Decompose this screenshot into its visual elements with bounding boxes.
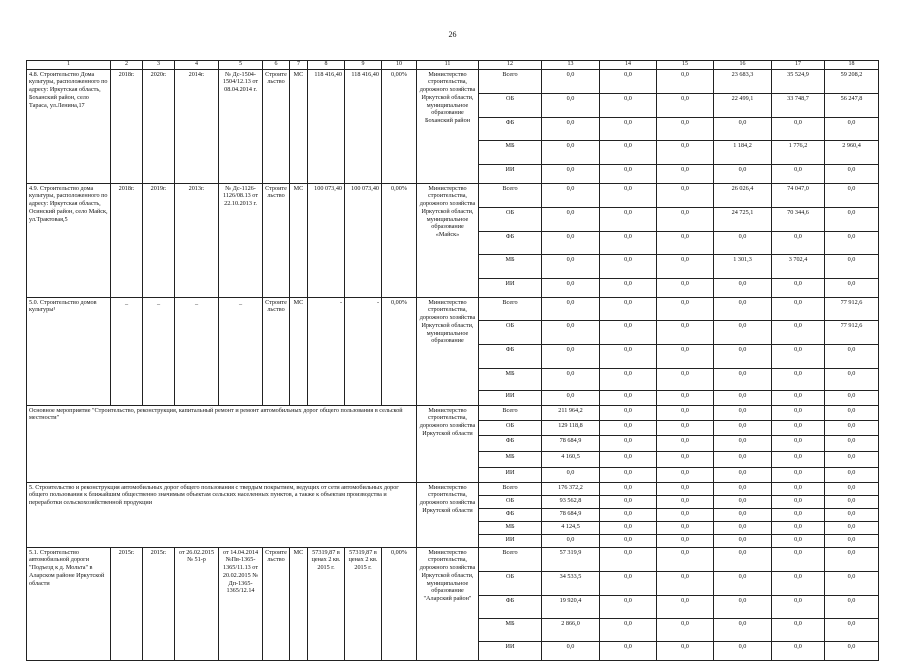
funding-source-label: ФБ: [479, 344, 542, 368]
funding-value-col-13: 0,0: [542, 534, 600, 547]
funding-value-col-16: 22 499,1: [714, 93, 772, 117]
funding-value-col-16: 0,0: [714, 368, 772, 390]
funding-value-col-18: 77 912,6: [825, 320, 879, 344]
funding-value-col-17: 0,0: [772, 420, 825, 435]
funding-value-col-18: 0,0: [825, 344, 879, 368]
funding-value-col-18: 0,0: [825, 278, 879, 297]
funding-value-col-14: 0,0: [600, 618, 657, 641]
funding-value-col-17: 0,0: [772, 231, 825, 254]
start-year: _: [111, 297, 143, 405]
work-type: Строительство: [263, 183, 290, 297]
funding-source-label: ФБ: [479, 508, 542, 521]
funding-value-col-18: 0,0: [825, 183, 879, 207]
funding-value-col-16: 0,0: [714, 405, 772, 420]
funding-value-col-15: 0,0: [657, 390, 714, 405]
funding-value-col-17: 0,0: [772, 618, 825, 641]
funding-value-col-18: 0,0: [825, 451, 879, 467]
funding-value-col-18: 0,0: [825, 117, 879, 140]
program-table: [26, 60, 879, 661]
readiness-percent: 0,00%: [382, 183, 417, 297]
funding-value-col-14: 0,0: [600, 641, 657, 660]
funding-value-col-13: 0,0: [542, 231, 600, 254]
funding-value-col-16: 0,0: [714, 164, 772, 183]
funding-value-col-15: 0,0: [657, 571, 714, 595]
start-year: 2015г.: [111, 547, 143, 660]
funding-value-col-15: 0,0: [657, 451, 714, 467]
funding-value-col-13: 176 372,2: [542, 482, 600, 495]
funding-value-col-16: 23 683,3: [714, 69, 772, 93]
funding-value-col-17: 0,0: [772, 297, 825, 320]
funding-value-col-14: 0,0: [600, 344, 657, 368]
funding-value-col-13: 4 160,5: [542, 451, 600, 467]
remaining-cost: 100 073,40: [345, 183, 382, 297]
funding-value-col-13: 0,0: [542, 297, 600, 320]
end-year: 2020г.: [143, 69, 175, 183]
responsible-executor: Министерство строительства, дорожного хозяйства Иркутской области: [417, 482, 479, 547]
readiness-percent: 0,00%: [382, 297, 417, 405]
funding-value-col-15: 0,0: [657, 231, 714, 254]
funding-source-label: ОБ: [479, 420, 542, 435]
expertise-conclusion: № Дс-1126-1126/08.13 от 22.10.2013 г.: [219, 183, 263, 297]
funding-source-label: Всего: [479, 547, 542, 571]
funding-value-col-13: 78 684,9: [542, 435, 600, 451]
funding-value-col-15: 0,0: [657, 521, 714, 534]
expertise-conclusion: № Дс-1504-1504/12.13 от 08.04.2014 г.: [219, 69, 263, 183]
funding-value-col-14: 0,0: [600, 482, 657, 495]
funding-value-col-17: 0,0: [772, 508, 825, 521]
funding-value-col-16: 0,0: [714, 482, 772, 495]
funding-value-col-14: 0,0: [600, 435, 657, 451]
table-row: [27, 183, 879, 207]
responsible-executor: Министерство строительства, дорожного хозяйства Иркутской области, муниципальное образование Боханский район: [417, 69, 479, 183]
funding-value-col-17: 0,0: [772, 368, 825, 390]
funding-source-label: Всего: [479, 183, 542, 207]
funding-value-col-16: 0,0: [714, 467, 772, 482]
funding-value-col-15: 0,0: [657, 435, 714, 451]
funding-value-col-15: 0,0: [657, 595, 714, 618]
funding-source-label: Всего: [479, 405, 542, 420]
column-number-7: 7: [290, 61, 308, 70]
funding-value-col-15: 0,0: [657, 405, 714, 420]
funding-value-col-17: 35 524,9: [772, 69, 825, 93]
estimated-cost: 118 416,40: [308, 69, 345, 183]
funding-value-col-15: 0,0: [657, 618, 714, 641]
responsible-executor: Министерство строительства, дорожного хозяйства Иркутской области: [417, 405, 479, 482]
funding-value-col-14: 0,0: [600, 451, 657, 467]
funding-value-col-18: 2 960,4: [825, 140, 879, 164]
funding-value-col-15: 0,0: [657, 482, 714, 495]
work-type: Строительство: [263, 297, 290, 405]
funding-value-col-16: 0,0: [714, 534, 772, 547]
funding-value-col-18: 0,0: [825, 641, 879, 660]
readiness-percent: 0,00%: [382, 69, 417, 183]
column-number-1: 1: [27, 61, 111, 70]
funding-value-col-15: 0,0: [657, 420, 714, 435]
end-year: 2019г.: [143, 183, 175, 297]
project-name: 4.9. Строительство дома культуры, расположенного по адресу: Иркутская область, Осинский район, село Майск, ул.Трактовая,5: [27, 183, 111, 297]
column-number-5: 5: [219, 61, 263, 70]
funding-value-col-17: 0,0: [772, 534, 825, 547]
funding-value-col-14: 0,0: [600, 93, 657, 117]
funding-value-col-15: 0,0: [657, 368, 714, 390]
table-body: [27, 61, 879, 661]
column-number-18: 18: [825, 61, 879, 70]
table-row: [27, 297, 879, 320]
funding-value-col-15: 0,0: [657, 278, 714, 297]
funding-source-label: ОБ: [479, 93, 542, 117]
funding-value-col-18: 0,0: [825, 207, 879, 231]
funding-value-col-15: 0,0: [657, 117, 714, 140]
funding-value-col-18: 0,0: [825, 390, 879, 405]
remaining-cost: 57319,87 в ценах 2 кв. 2015 г.: [345, 547, 382, 660]
funding-source-label: ИИ: [479, 164, 542, 183]
funding-value-col-14: 0,0: [600, 231, 657, 254]
funding-source-label: МБ: [479, 521, 542, 534]
funding-value-col-17: 74 047,0: [772, 183, 825, 207]
funding-value-col-16: 0,0: [714, 451, 772, 467]
design-year: 2014г.: [175, 69, 219, 183]
funding-value-col-17: 3 702,4: [772, 254, 825, 278]
funding-value-col-13: 0,0: [542, 207, 600, 231]
end-year: _: [143, 297, 175, 405]
funding-value-col-13: 0,0: [542, 368, 600, 390]
funding-value-col-16: 0,0: [714, 641, 772, 660]
funding-source-label: Всего: [479, 482, 542, 495]
funding-value-col-14: 0,0: [600, 534, 657, 547]
design-year: от 26.02.2015 № 51-р: [175, 547, 219, 660]
funding-value-col-17: 0,0: [772, 641, 825, 660]
funding-source-label: ФБ: [479, 595, 542, 618]
table-row: [27, 547, 879, 571]
funding-value-col-15: 0,0: [657, 207, 714, 231]
funding-value-col-14: 0,0: [600, 595, 657, 618]
table-row: [27, 405, 879, 420]
funding-value-col-16: 0,0: [714, 278, 772, 297]
funding-value-col-17: 0,0: [772, 320, 825, 344]
funding-value-col-13: 211 964,2: [542, 405, 600, 420]
column-number-11: 11: [417, 61, 479, 70]
column-number-17: 17: [772, 61, 825, 70]
funding-value-col-14: 0,0: [600, 69, 657, 93]
funding-value-col-15: 0,0: [657, 547, 714, 571]
column-number-2: 2: [111, 61, 143, 70]
design-year: _: [175, 297, 219, 405]
funding-value-col-15: 0,0: [657, 467, 714, 482]
funding-value-col-13: 0,0: [542, 641, 600, 660]
funding-value-col-16: 0,0: [714, 618, 772, 641]
funding-value-col-16: 0,0: [714, 595, 772, 618]
funding-value-col-16: 1 301,3: [714, 254, 772, 278]
section-5-title: 5. Строительство и реконструкция автомобильных дорог общего пользования с твердым покрытием, ведущих от сети автомобильных дорог общего пользования к ближайшим общественно значимым объектам сельских населенных пунктов, а также к объектам производства и переработки сельскохозяйственной продукции: [27, 482, 417, 547]
funding-value-col-14: 0,0: [600, 207, 657, 231]
funding-source-label: Всего: [479, 297, 542, 320]
funding-value-col-16: 0,0: [714, 420, 772, 435]
design-year: 2013г.: [175, 183, 219, 297]
funding-value-col-16: 0,0: [714, 344, 772, 368]
funding-value-col-13: 0,0: [542, 344, 600, 368]
funding-value-col-14: 0,0: [600, 278, 657, 297]
funding-source-label: МБ: [479, 254, 542, 278]
capacity-unit: МС: [290, 297, 308, 405]
funding-value-col-13: 0,0: [542, 254, 600, 278]
funding-value-col-17: 0,0: [772, 482, 825, 495]
funding-value-col-17: 70 344,6: [772, 207, 825, 231]
funding-source-label: ИИ: [479, 641, 542, 660]
funding-value-col-17: 0,0: [772, 521, 825, 534]
funding-value-col-14: 0,0: [600, 420, 657, 435]
responsible-executor: Министерство строительства, дорожного хозяйства Иркутской области, муниципальное образование: [417, 297, 479, 405]
funding-value-col-13: 129 118,8: [542, 420, 600, 435]
estimated-cost: 100 073,40: [308, 183, 345, 297]
funding-source-label: МБ: [479, 140, 542, 164]
funding-value-col-16: 0,0: [714, 547, 772, 571]
start-year: 2018г.: [111, 183, 143, 297]
funding-value-col-17: 0,0: [772, 435, 825, 451]
funding-value-col-13: 0,0: [542, 117, 600, 140]
funding-source-label: ОБ: [479, 320, 542, 344]
project-name: 5.1. Строительство автомобильной дороги "Подъезд к д. Мольта" в Аларском районе Иркутской области: [27, 547, 111, 660]
page-number: 26: [448, 30, 457, 39]
funding-value-col-14: 0,0: [600, 390, 657, 405]
funding-value-col-17: 0,0: [772, 405, 825, 420]
funding-value-col-16: 0,0: [714, 297, 772, 320]
column-number-10: 10: [382, 61, 417, 70]
funding-value-col-16: 0,0: [714, 320, 772, 344]
funding-source-label: ФБ: [479, 231, 542, 254]
funding-source-label: ИИ: [479, 467, 542, 482]
funding-value-col-13: 0,0: [542, 390, 600, 405]
funding-value-col-15: 0,0: [657, 140, 714, 164]
funding-value-col-13: 0,0: [542, 278, 600, 297]
funding-value-col-13: 78 684,9: [542, 508, 600, 521]
funding-source-label: Всего: [479, 69, 542, 93]
funding-source-label: МБ: [479, 451, 542, 467]
funding-value-col-14: 0,0: [600, 297, 657, 320]
funding-value-col-15: 0,0: [657, 297, 714, 320]
funding-value-col-15: 0,0: [657, 534, 714, 547]
funding-value-col-15: 0,0: [657, 508, 714, 521]
funding-value-col-15: 0,0: [657, 254, 714, 278]
funding-value-col-18: 0,0: [825, 521, 879, 534]
column-number-6: 6: [263, 61, 290, 70]
funding-value-col-16: 1 184,2: [714, 140, 772, 164]
funding-value-col-15: 0,0: [657, 164, 714, 183]
funding-value-col-18: 0,0: [825, 495, 879, 508]
funding-value-col-18: 0,0: [825, 435, 879, 451]
funding-value-col-13: 0,0: [542, 320, 600, 344]
funding-value-col-17: 0,0: [772, 278, 825, 297]
funding-source-label: ИИ: [479, 278, 542, 297]
table-row: [27, 69, 879, 93]
funding-value-col-13: 0,0: [542, 164, 600, 183]
funding-value-col-17: 0,0: [772, 495, 825, 508]
funding-value-col-13: 34 533,5: [542, 571, 600, 595]
funding-value-col-18: 0,0: [825, 164, 879, 183]
funding-value-col-18: 0,0: [825, 595, 879, 618]
funding-value-col-16: 0,0: [714, 117, 772, 140]
funding-source-label: ФБ: [479, 435, 542, 451]
funding-value-col-17: 0,0: [772, 164, 825, 183]
funding-value-col-15: 0,0: [657, 183, 714, 207]
funding-value-col-16: 0,0: [714, 231, 772, 254]
funding-value-col-17: 0,0: [772, 571, 825, 595]
funding-value-col-14: 0,0: [600, 164, 657, 183]
funding-value-col-14: 0,0: [600, 467, 657, 482]
funding-value-col-18: 77 912,6: [825, 297, 879, 320]
funding-value-col-13: 0,0: [542, 183, 600, 207]
funding-value-col-13: 57 319,9: [542, 547, 600, 571]
funding-value-col-14: 0,0: [600, 405, 657, 420]
funding-source-label: ОБ: [479, 571, 542, 595]
funding-value-col-17: 0,0: [772, 595, 825, 618]
column-number-14: 14: [600, 61, 657, 70]
funding-source-label: МБ: [479, 618, 542, 641]
funding-value-col-13: 93 562,8: [542, 495, 600, 508]
column-number-8: 8: [308, 61, 345, 70]
funding-source-label: ОБ: [479, 495, 542, 508]
funding-value-col-17: 33 748,7: [772, 93, 825, 117]
project-name: 5.0. Строительство домов культуры¹: [27, 297, 111, 405]
start-year: 2018г.: [111, 69, 143, 183]
funding-value-col-17: 0,0: [772, 547, 825, 571]
funding-value-col-18: 56 247,8: [825, 93, 879, 117]
funding-value-col-18: 0,0: [825, 467, 879, 482]
column-number-16: 16: [714, 61, 772, 70]
funding-value-col-16: 24 725,1: [714, 207, 772, 231]
column-number-13: 13: [542, 61, 600, 70]
funding-value-col-17: 0,0: [772, 451, 825, 467]
funding-value-col-18: 0,0: [825, 508, 879, 521]
funding-value-col-17: 0,0: [772, 390, 825, 405]
funding-value-col-18: 0,0: [825, 254, 879, 278]
main-event-title: Основное мероприятие "Строительство, реконструкция, капитальный ремонт и ремонт автомобильных дорог общего пользования в сельской местности": [27, 405, 417, 482]
funding-value-col-15: 0,0: [657, 344, 714, 368]
funding-source-label: ФБ: [479, 117, 542, 140]
responsible-executor: Министерство строительства, дорожного хозяйства Иркутской области, муниципальное образование "Аларский район": [417, 547, 479, 660]
funding-value-col-13: 0,0: [542, 467, 600, 482]
funding-value-col-13: 0,0: [542, 69, 600, 93]
funding-value-col-15: 0,0: [657, 69, 714, 93]
funding-value-col-16: 0,0: [714, 495, 772, 508]
funding-value-col-14: 0,0: [600, 368, 657, 390]
funding-value-col-18: 0,0: [825, 618, 879, 641]
remaining-cost: -: [345, 297, 382, 405]
funding-value-col-15: 0,0: [657, 320, 714, 344]
column-number-4: 4: [175, 61, 219, 70]
funding-value-col-18: 0,0: [825, 547, 879, 571]
funding-value-col-14: 0,0: [600, 495, 657, 508]
funding-value-col-15: 0,0: [657, 641, 714, 660]
responsible-executor: Министерство строительства, дорожного хозяйства Иркутской области, муниципальное образование «Майск»: [417, 183, 479, 297]
funding-value-col-14: 0,0: [600, 140, 657, 164]
project-name: 4.8. Строительство Дома культуры, расположенного по адресу: Иркутская область, Боханский район, село Тараса, ул.Ленина,17: [27, 69, 111, 183]
funding-value-col-16: 26 026,4: [714, 183, 772, 207]
funding-value-col-18: 0,0: [825, 534, 879, 547]
capacity-unit: МС: [290, 69, 308, 183]
funding-value-col-18: 0,0: [825, 405, 879, 420]
estimated-cost: 57319,87 в ценах 2 кв. 2015 г.: [308, 547, 345, 660]
funding-value-col-14: 0,0: [600, 320, 657, 344]
work-type: Строительство: [263, 547, 290, 660]
funding-value-col-14: 0,0: [600, 117, 657, 140]
funding-value-col-17: 1 776,2: [772, 140, 825, 164]
capacity-unit: МС: [290, 183, 308, 297]
column-number-3: 3: [143, 61, 175, 70]
estimated-cost: -: [308, 297, 345, 405]
funding-value-col-13: 0,0: [542, 140, 600, 164]
funding-value-col-13: 4 124,5: [542, 521, 600, 534]
end-year: 2015г.: [143, 547, 175, 660]
funding-source-label: ОБ: [479, 207, 542, 231]
funding-value-col-17: 0,0: [772, 117, 825, 140]
remaining-cost: 118 416,40: [345, 69, 382, 183]
funding-source-label: ИИ: [479, 390, 542, 405]
funding-value-col-14: 0,0: [600, 571, 657, 595]
table-row: [27, 482, 879, 495]
funding-value-col-14: 0,0: [600, 547, 657, 571]
funding-value-col-16: 0,0: [714, 571, 772, 595]
readiness-percent: 0,00%: [382, 547, 417, 660]
funding-value-col-18: 0,0: [825, 231, 879, 254]
funding-value-col-16: 0,0: [714, 521, 772, 534]
funding-value-col-16: 0,0: [714, 435, 772, 451]
capacity-unit: МС: [290, 547, 308, 660]
funding-value-col-18: 0,0: [825, 420, 879, 435]
expertise-conclusion: _: [219, 297, 263, 405]
funding-value-col-17: 0,0: [772, 467, 825, 482]
funding-value-col-18: 0,0: [825, 482, 879, 495]
funding-value-col-15: 0,0: [657, 495, 714, 508]
funding-value-col-18: 59 208,2: [825, 69, 879, 93]
funding-value-col-14: 0,0: [600, 183, 657, 207]
column-number-15: 15: [657, 61, 714, 70]
funding-value-col-13: 19 920,4: [542, 595, 600, 618]
work-type: Строительство: [263, 69, 290, 183]
funding-value-col-13: 2 866,0: [542, 618, 600, 641]
funding-value-col-15: 0,0: [657, 93, 714, 117]
expertise-conclusion: от 14.04.2014 №Пв-1365-1365/11.13 от 20.02.2015 № Дп-1365-1365/12.14: [219, 547, 263, 660]
column-number-9: 9: [345, 61, 382, 70]
funding-value-col-14: 0,0: [600, 254, 657, 278]
funding-value-col-17: 0,0: [772, 344, 825, 368]
funding-value-col-16: 0,0: [714, 390, 772, 405]
funding-value-col-16: 0,0: [714, 508, 772, 521]
funding-value-col-18: 0,0: [825, 571, 879, 595]
funding-value-col-14: 0,0: [600, 508, 657, 521]
funding-value-col-13: 0,0: [542, 93, 600, 117]
funding-source-label: ИИ: [479, 534, 542, 547]
funding-value-col-18: 0,0: [825, 368, 879, 390]
column-number-row: [27, 61, 879, 70]
column-number-12: 12: [479, 61, 542, 70]
funding-source-label: МБ: [479, 368, 542, 390]
funding-value-col-14: 0,0: [600, 521, 657, 534]
